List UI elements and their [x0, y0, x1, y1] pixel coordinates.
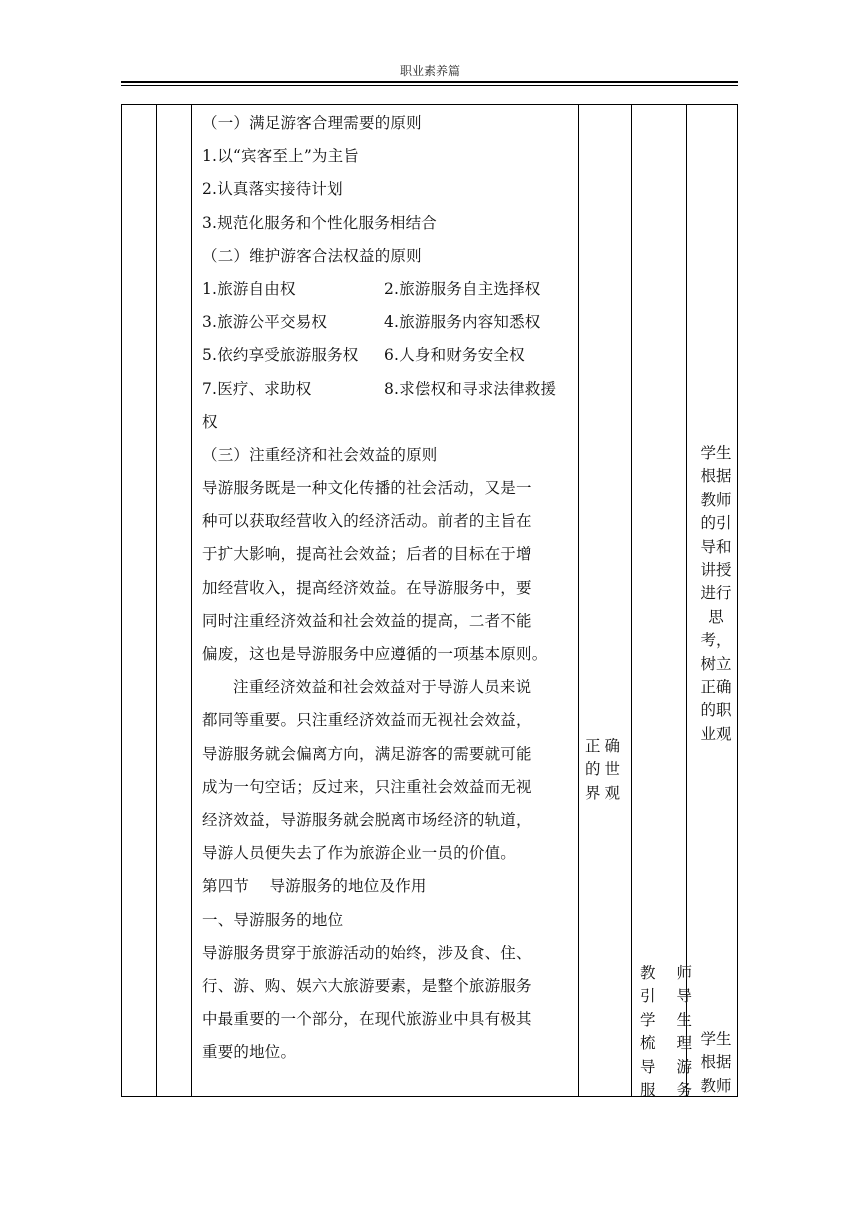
rights-row — [202, 373, 582, 406]
paragraph-line: 偏废，这也是导游服务中应遵循的一项基本原则。 — [202, 645, 548, 663]
paragraph-line: 加经营收入，提高经济效益。在导游服务中，要 — [202, 578, 532, 597]
student-activity-line: 根据 — [700, 1053, 732, 1072]
paragraph-line: 导游服务贯穿于旅游活动的始终，涉及食、住、 — [202, 943, 532, 962]
paragraph-line: 注重经济效益和社会效益对于导游人员来说 — [233, 678, 532, 697]
teacher-activity-line: 导游 — [640, 1057, 692, 1076]
paragraph-line: 同时注重经济效益和社会效益的提高，二者不能 — [202, 611, 532, 630]
student-activity-line: 学生 — [700, 444, 732, 462]
right-item: 1.旅游自由权 — [202, 279, 296, 298]
teacher-activity-line: 学生 — [640, 1010, 692, 1029]
paragraph-line: 行、游、购、娱六大旅游要素，是整个旅游服务 — [202, 976, 532, 995]
section-heading: （二）维护游客合法权益的原则 — [202, 246, 422, 265]
student-activity-line: 讲授 — [700, 560, 732, 579]
content-line: 1.以“宾客至上”为主旨 — [202, 147, 360, 166]
paragraph-line: 导游服务既是一种文化传播的社会活动，又是一 — [202, 479, 532, 498]
student-activity — [694, 1028, 738, 1098]
column-divider — [191, 105, 192, 1096]
student-activity-line: 树立 — [700, 654, 732, 673]
teacher-activity — [640, 962, 692, 1102]
student-activity-line: 教师 — [700, 1076, 732, 1095]
paragraph-line: 于扩大影响，提高社会效益；后者的目标在于增 — [202, 545, 532, 564]
student-activity-line: 考， — [700, 631, 732, 650]
rights-row — [202, 339, 582, 372]
right-item: 4.旅游服务内容知悉权 — [384, 313, 541, 332]
paragraph-line: 都同等重要。只注重经济效益而无视社会效益， — [202, 711, 532, 730]
right-item: 7.医疗、求助权 — [202, 379, 312, 398]
column-divider — [686, 105, 687, 1096]
student-activity-line: 思 — [708, 607, 724, 626]
teacher-activity-line: 引导 — [640, 987, 692, 1006]
page-header: 职业素养篇 — [399, 64, 460, 78]
paragraph-line: 经济效益，导游服务就会脱离市场经济的轨道， — [202, 810, 532, 829]
student-activity-line: 导和 — [700, 537, 732, 556]
section-title: 第四节 导游服务的地位及作用 — [202, 877, 427, 896]
student-activity-line: 的引 — [700, 514, 732, 533]
ideology-line: 的世 — [585, 760, 625, 779]
content-line: 2.认真落实接待计划 — [202, 180, 343, 199]
student-activity-line: 学生 — [700, 1030, 732, 1048]
student-activity-line: 业观 — [700, 724, 732, 743]
rights-row — [202, 273, 582, 306]
column-divider — [156, 105, 157, 1096]
teacher-activity-line: 服务 — [640, 1080, 692, 1099]
subsection-heading: 一、导游服务的地位 — [202, 910, 344, 929]
content-line: 权 — [202, 412, 218, 431]
student-activity-line: 的职 — [700, 701, 732, 720]
paragraph-line: 重要的地位。 — [202, 1043, 297, 1062]
student-activity-line: 教师 — [700, 490, 732, 509]
paragraph-line: 导游服务就会偏离方向，满足游客的需要就可能 — [202, 744, 532, 763]
ideology-point — [585, 735, 637, 805]
teaching-content — [202, 107, 582, 1069]
ideology-line: 正确 — [585, 737, 625, 755]
column-divider — [631, 105, 632, 1096]
content-line: 3.规范化服务和个性化服务相结合 — [202, 213, 437, 232]
paragraph-line: 成为一句空话；反过来，只注重社会效益而无视 — [202, 777, 532, 796]
rights-row — [202, 306, 582, 339]
student-activity-line: 进行 — [700, 584, 732, 603]
right-item: 6.人身和财务安全权 — [384, 346, 525, 365]
lesson-table — [121, 104, 738, 1097]
teacher-activity-line: 梳理 — [640, 1034, 692, 1053]
right-item: 8.求偿权和寻求法律救援 — [384, 379, 557, 398]
student-activity — [694, 442, 738, 746]
section-heading: （三）注重经济和社会效益的原则 — [202, 445, 438, 464]
right-item: 5.依约享受旅游服务权 — [202, 346, 359, 365]
header-rule-thick — [121, 81, 738, 83]
right-item: 3.旅游公平交易权 — [202, 313, 328, 332]
teacher-activity-line: 教师 — [640, 964, 692, 982]
student-activity-line: 正确 — [700, 677, 732, 696]
right-item: 2.旅游服务自主选择权 — [384, 279, 541, 298]
paragraph-line: 种可以获取经营收入的经济活动。前者的主旨在 — [202, 512, 532, 531]
paragraph-line: 导游人员便失去了作为旅游企业一员的价值。 — [202, 844, 517, 863]
paragraph-line: 中最重要的一个部分，在现代旅游业中具有极其 — [202, 1010, 532, 1029]
section-heading: （一）满足游客合理需要的原则 — [202, 114, 422, 132]
ideology-line: 界观 — [585, 783, 625, 802]
header-rule-thin — [121, 85, 738, 86]
student-activity-line: 根据 — [700, 467, 732, 486]
